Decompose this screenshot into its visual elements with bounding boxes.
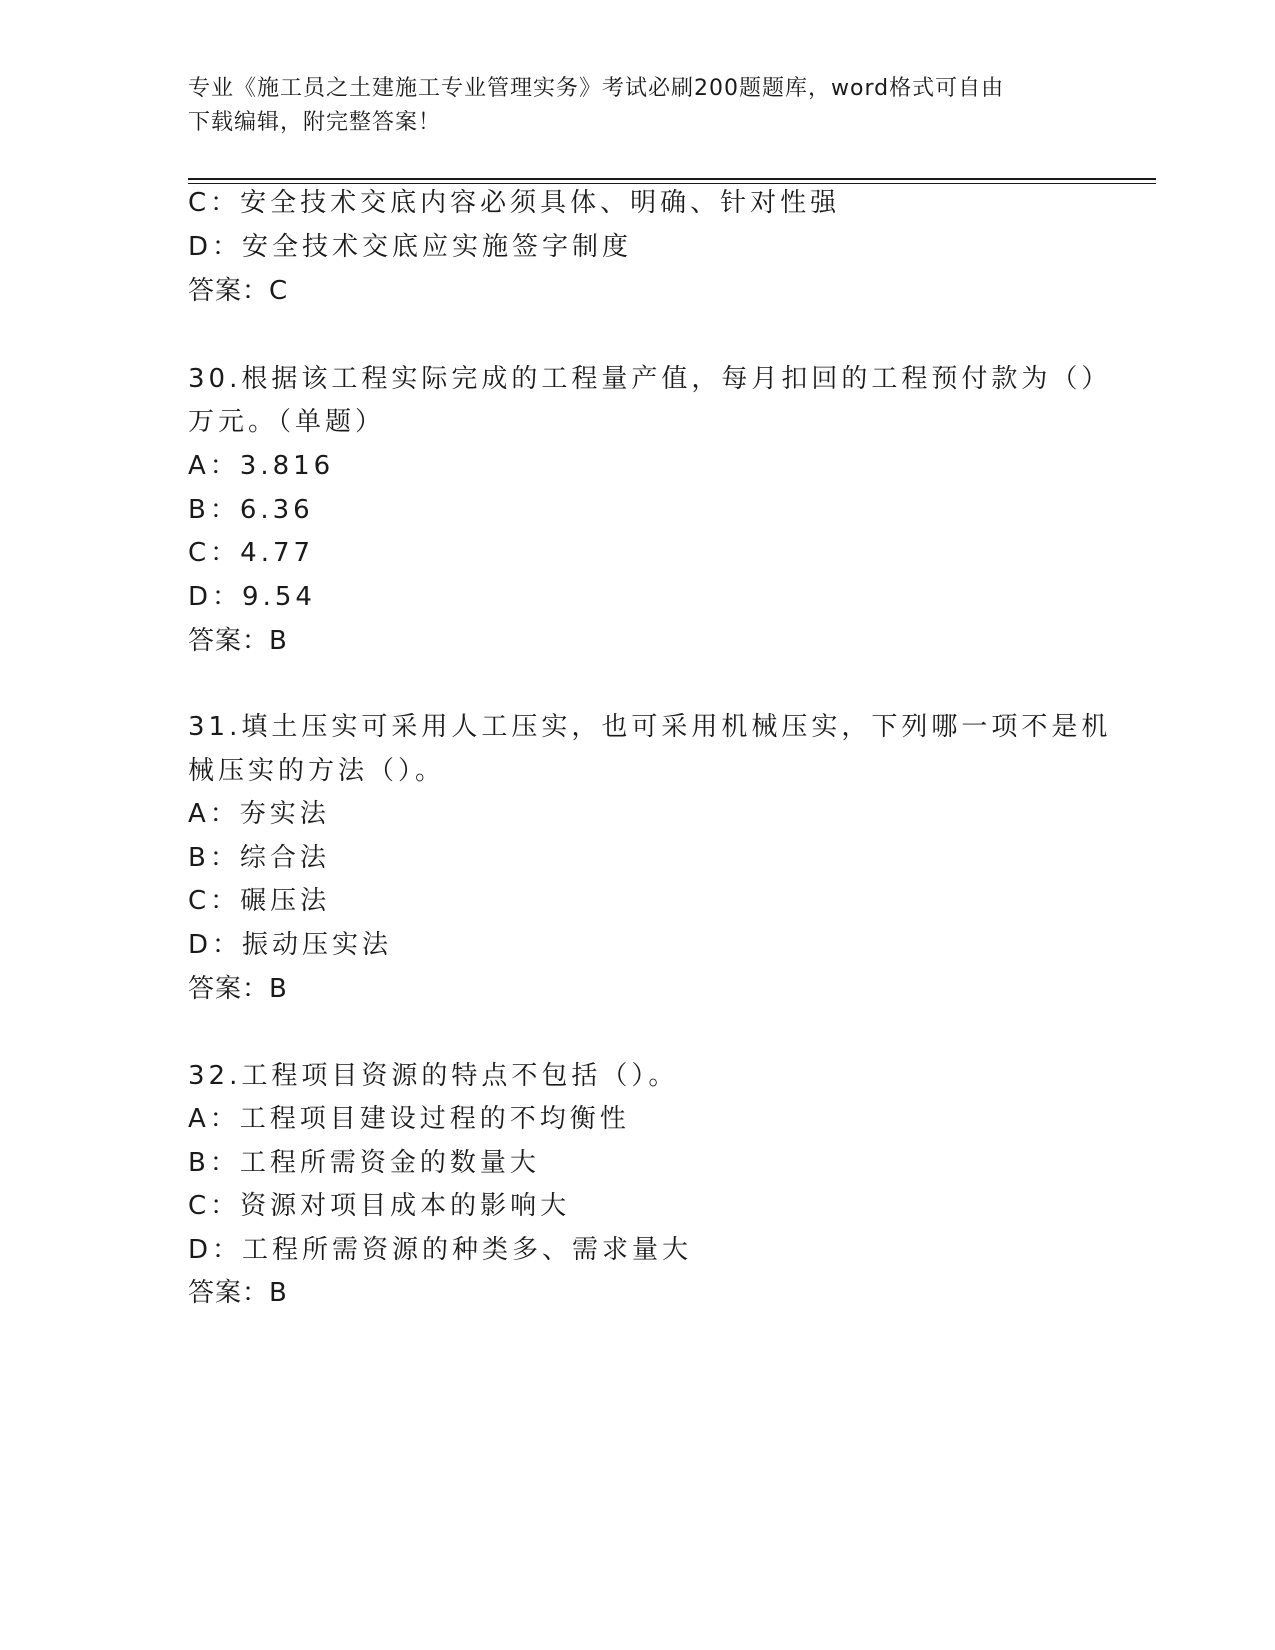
q31-answer: 答案：B <box>188 974 288 1004</box>
q32-option-a: A：工程项目建设过程的不均衡性 <box>188 1104 630 1134</box>
q30-option-d: D：9.54 <box>188 582 316 612</box>
q31-stem-line-1: 31.填土压实可采用人工压实，也可采用机械压实，下列哪一项不是机 <box>188 712 1112 742</box>
q30-option-b: B：6.36 <box>188 495 314 525</box>
q30-option-a: A：3.816 <box>188 451 335 481</box>
q31-option-d: D：振动压实法 <box>188 930 393 960</box>
q31-option-a: A：夯实法 <box>188 799 330 829</box>
header-rule-thin <box>188 183 1156 184</box>
q30-stem-line-2: 万元。（单题） <box>188 407 386 437</box>
q30-option-c: C：4.77 <box>188 538 315 568</box>
q32-option-c: C：资源对项目成本的影响大 <box>188 1191 571 1221</box>
q29-option-d: D：安全技术交底应实施签字制度 <box>188 232 633 262</box>
q30-stem-line-1: 30.根据该工程实际完成的工程量产值，每月扣回的工程预付款为（） <box>188 364 1112 394</box>
header-line-2: 下载编辑，附完整答案！ <box>188 110 442 135</box>
q31-option-b: B：综合法 <box>188 843 330 873</box>
q30-answer: 答案：B <box>188 626 288 656</box>
header-line-1: 专业《施工员之土建施工专业管理实务》考试必刷200题题库，word格式可自由 <box>188 76 1005 101</box>
q29-answer: 答案：C <box>188 276 289 306</box>
q32-option-d: D：工程所需资源的种类多、需求量大 <box>188 1235 693 1265</box>
q29-option-c: C：安全技术交底内容必须具体、明确、针对性强 <box>188 188 841 218</box>
q32-answer: 答案：B <box>188 1278 288 1308</box>
header-rule-thick <box>188 178 1156 180</box>
q32-stem-line-1: 32.工程项目资源的特点不包括（）。 <box>188 1061 679 1091</box>
q31-option-c: C：碾压法 <box>188 886 331 916</box>
document-header <box>188 72 1088 140</box>
q31-stem-line-2: 械压实的方法（）。 <box>188 756 446 786</box>
q32-option-b: B：工程所需资金的数量大 <box>188 1148 540 1178</box>
